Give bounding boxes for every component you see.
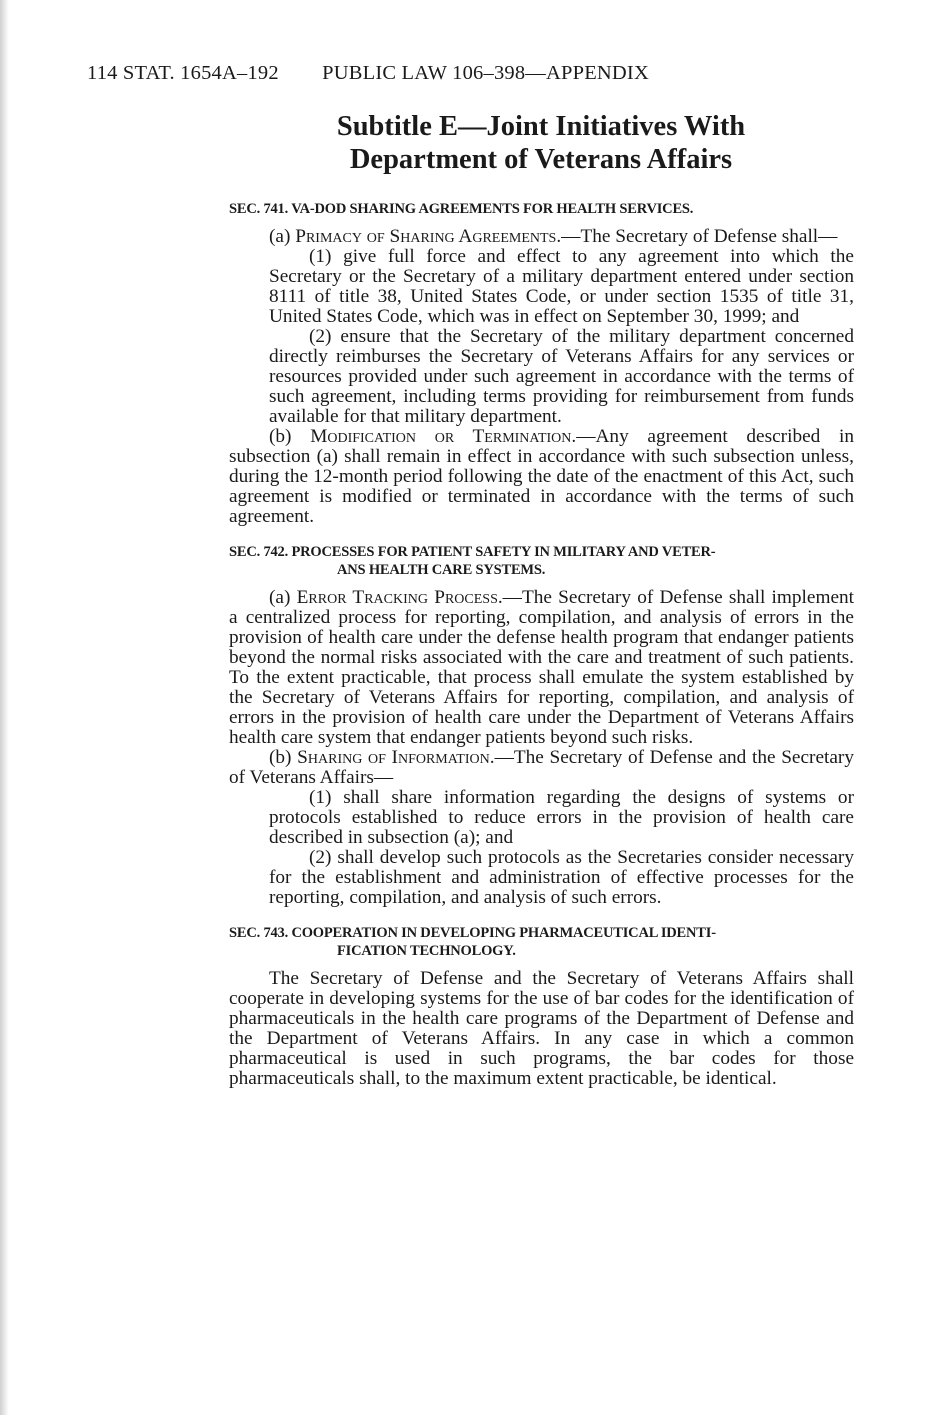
section-741-subsection-b bbox=[229, 427, 854, 527]
subsection-caption: Modification or Termination bbox=[310, 426, 572, 447]
subsection-caption: Primacy of Sharing Agreements bbox=[295, 226, 557, 247]
section-743-heading-line-2: FICATION TECHNOLOGY. bbox=[337, 943, 516, 959]
subsection-label: (a) bbox=[269, 587, 297, 608]
subsection-label: (b) bbox=[269, 747, 298, 768]
public-law-title: PUBLIC LAW 106–398—APPENDIX bbox=[322, 62, 649, 84]
section-741-heading: SEC. 741. VA-DOD SHARING AGREEMENTS FOR HEALTH SERVICES. bbox=[229, 201, 694, 217]
section-743-heading-line-1: SEC. 743. COOPERATION IN DEVELOPING PHARMACEUTICAL IDENTI- bbox=[229, 925, 716, 941]
section-742-subsection-b bbox=[229, 748, 854, 788]
section-741-paragraph-2: (2) ensure that the Secretary of the military department concerned directly reimburses the Secretary of Veterans Affairs for any services or resources provided under such agreement in accordance with the terms of such agreement, including terms providing for reimbursement from funds available for that military department. bbox=[269, 326, 854, 427]
running-header bbox=[87, 62, 649, 85]
section-742-heading bbox=[229, 543, 854, 579]
subsection-caption: Error Tracking Process bbox=[296, 587, 498, 608]
page-edge-shadow bbox=[0, 0, 9, 1415]
section-742-subsection-a bbox=[229, 588, 854, 748]
subsection-text: .—Any agreement described in subsection (a) shall remain in effect in accordance with such subsection unless, during the 12-month period following the date of the enactment of this Act, such agreement is modified or terminated in accordance with the terms of such agreement. bbox=[229, 426, 854, 527]
subsection-label: (b) bbox=[269, 426, 311, 447]
document-body bbox=[229, 200, 854, 1089]
subsection-label: (a) bbox=[269, 226, 296, 247]
section-742-heading-line-1: SEC. 742. PROCESSES FOR PATIENT SAFETY IN MILITARY AND VETER- bbox=[229, 544, 716, 560]
subsection-caption: Sharing of Information bbox=[297, 747, 490, 768]
statute-citation: 114 STAT. 1654A–192 bbox=[87, 62, 279, 84]
subsection-text: .—The Secretary of Defense shall— bbox=[556, 226, 838, 247]
subtitle-heading bbox=[230, 110, 852, 176]
subtitle-line-2: Department of Veterans Affairs bbox=[349, 144, 733, 175]
section-742-paragraph-2: (2) shall develop such protocols as the Secretaries consider necessary for the establishment and administration of effective processes for the reporting, compilation, and analysis of such errors. bbox=[269, 847, 854, 908]
section-741-paragraph-1: (1) give full force and effect to any agreement into which the Secretary or the Secretary of a military department entered under section 8111 of title 38, United States Code, or under section 1535 of title 31, United States Code, which was in effect on September 30, 1999; and bbox=[269, 246, 854, 327]
section-742-heading-line-2: ANS HEALTH CARE SYSTEMS. bbox=[337, 562, 546, 578]
section-741-subsection-a bbox=[229, 227, 854, 247]
subsection-text: .—The Secretary of Defense shall implement a centralized process for reporting, compilation, and analysis of errors in the provision of health care under the defense health program that endanger patients beyond the normal risks associated with the care and treatment of such patients. To the extent practicable, that process shall emulate the system established by the Secretary of Veterans Affairs for reporting, compilation, and analysis of errors in the provision of health care under the Department of Veterans Affairs health care system that endanger patients beyond such risks. bbox=[229, 587, 854, 748]
section-743-heading bbox=[229, 924, 854, 960]
subsection-text: .—The Secretary of Defense and the Secretary of Veterans Affairs— bbox=[229, 747, 854, 788]
section-743-body: The Secretary of Defense and the Secretary of Veterans Affairs shall cooperate in developing systems for the use of bar codes for the identification of pharmaceuticals in the health care programs of the Department of Defense and the Department of Veterans Affairs. In any case in which a common pharmaceutical is used in such programs, the bar codes for those pharmaceuticals shall, to the maximum extent practicable, be identical. bbox=[229, 968, 854, 1089]
subtitle-line-1: Subtitle E—Joint Initiatives With bbox=[336, 111, 746, 142]
section-742-paragraph-1: (1) shall share information regarding the designs of systems or protocols established to reduce errors in the provision of health care described in subsection (a); and bbox=[269, 787, 854, 848]
